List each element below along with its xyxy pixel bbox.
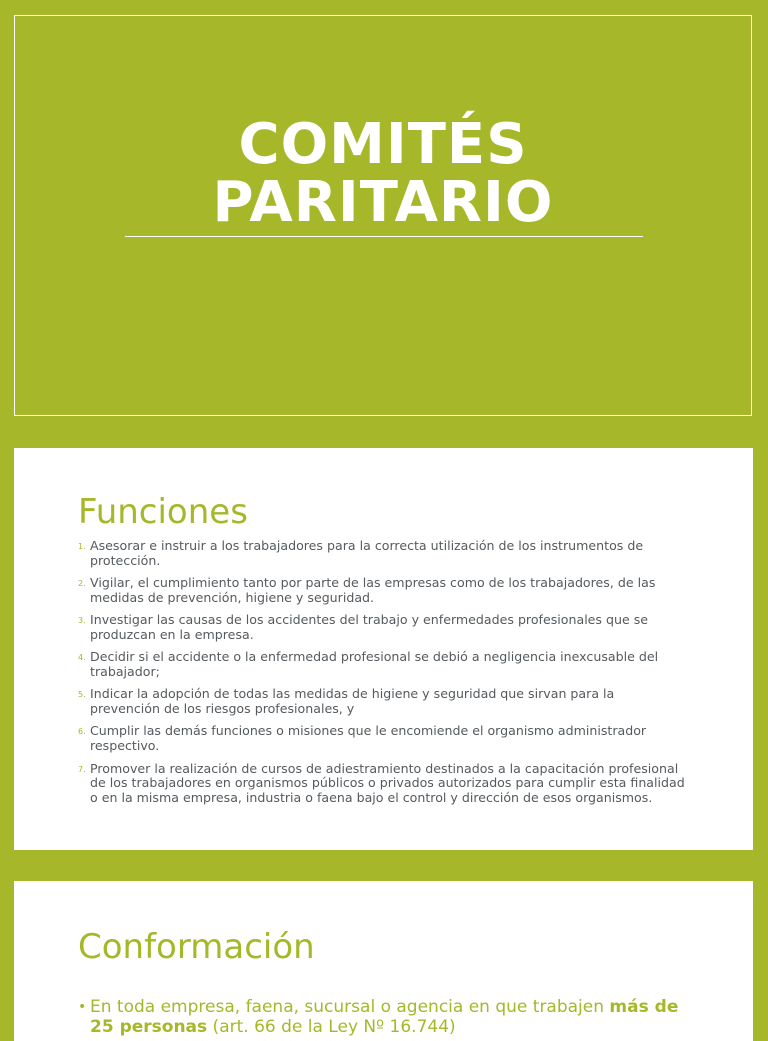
item-number: 3. bbox=[78, 616, 86, 626]
list-item bbox=[78, 997, 698, 1037]
list-item bbox=[78, 576, 688, 606]
item-text: Asesorar e instruir a los trabajadores para la correcta utilización de los instrumentos de protección. bbox=[90, 538, 644, 568]
list-item bbox=[78, 724, 688, 754]
item-number: 7. bbox=[78, 764, 86, 774]
item-number: 2. bbox=[78, 579, 86, 589]
list-item bbox=[78, 650, 688, 680]
item-text-tail: (art. 66 de la Ley Nº 16.744) bbox=[207, 1017, 456, 1037]
item-text-bold: más de 25 personas bbox=[90, 997, 679, 1037]
list-item bbox=[78, 539, 688, 569]
conformacion-list bbox=[78, 997, 698, 1037]
funciones-heading: Funciones bbox=[78, 492, 248, 532]
item-text: Indicar la adopción de todas las medidas de higiene y seguridad que sirvan para la prevención de los riesgos profesionales, y bbox=[90, 686, 615, 717]
conformacion-heading: Conformación bbox=[78, 927, 315, 967]
item-text: Vigilar, el cumplimiento tanto por parte de las empresas como de los trabajadores, de las medidas de prevención, higiene y seguridad. bbox=[90, 575, 656, 605]
item-text: Investigar las causas de los accidentes del trabajo y enfermedades profesionales que se produzcan en la empresa. bbox=[90, 612, 649, 642]
list-item bbox=[78, 613, 688, 643]
bullet-icon: • bbox=[78, 999, 87, 1015]
item-text-lead: En toda empresa, faena, sucursal o agencia en que trabajen bbox=[90, 997, 610, 1017]
title-divider bbox=[125, 236, 643, 237]
item-text: Decidir si el accidente o la enfermedad profesional se debió a negligencia inexcusable del trabajador; bbox=[90, 649, 659, 680]
list-item bbox=[78, 687, 688, 717]
slide-title: COMITÉS PARITARIO bbox=[212, 112, 554, 235]
item-number: 4. bbox=[78, 653, 86, 663]
item-number: 6. bbox=[78, 727, 86, 737]
funciones-list bbox=[78, 539, 688, 813]
funciones-slide bbox=[14, 448, 753, 850]
item-number: 1. bbox=[78, 542, 86, 551]
item-number: 5. bbox=[78, 690, 86, 700]
title-slide bbox=[14, 15, 752, 416]
list-item bbox=[78, 762, 688, 806]
item-text bbox=[90, 997, 698, 1037]
item-text: Cumplir las demás funciones o misiones que le encomiende el organismo administrador respectivo. bbox=[90, 723, 647, 754]
conformacion-slide bbox=[14, 881, 753, 1041]
item-text: Promover la realización de cursos de adiestramiento destinados a la capacitación profesional de los trabajadores en organismos públicos o privados autorizados para cumplir esta finalidad o en la misma empresa, industria o faena bajo el control y dirección de esos organismos. bbox=[90, 760, 685, 806]
